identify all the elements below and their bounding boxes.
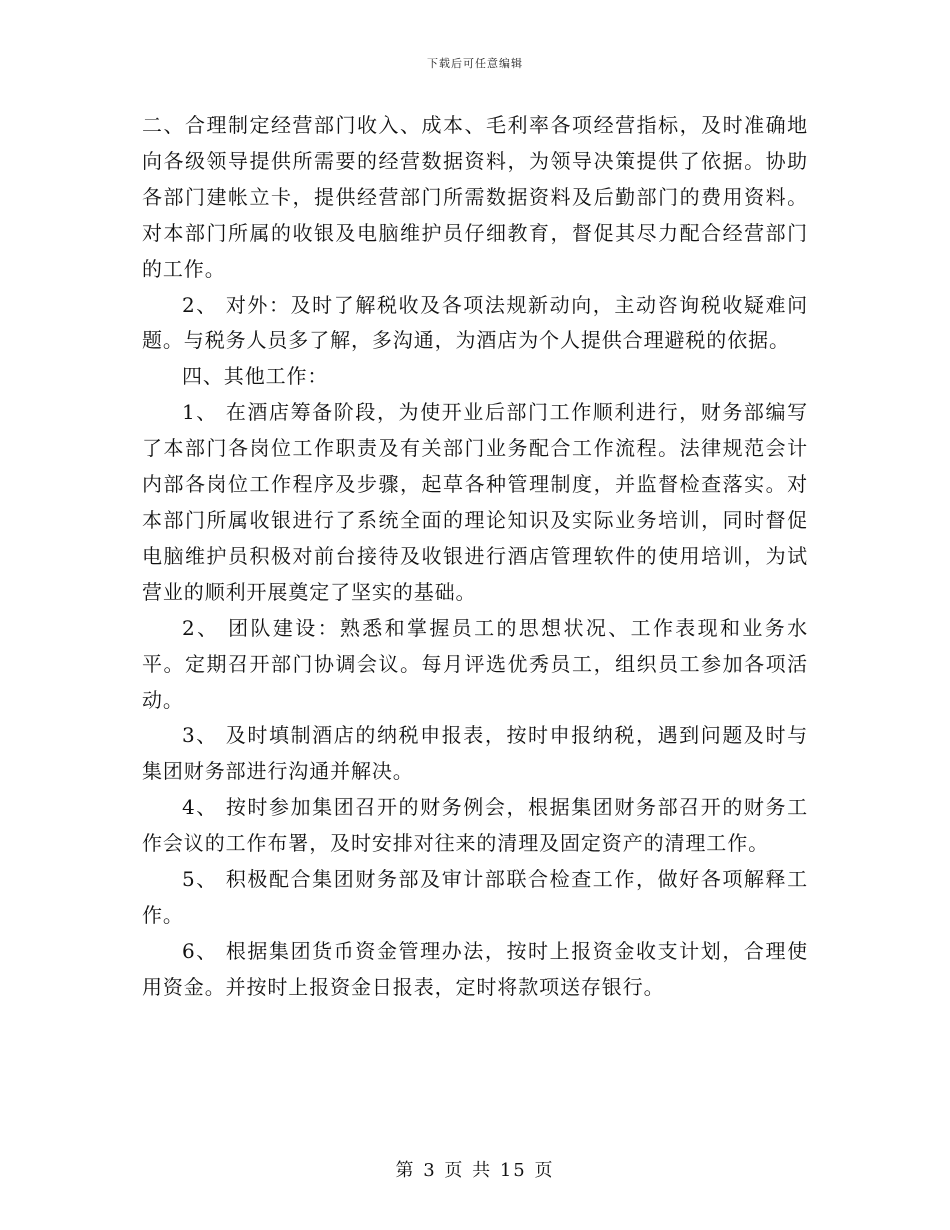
paragraph-section-two: 二、合理制定经营部门收入、成本、毛利率各项经营指标，及时准确地向各级领导提供所需要的经营数据资料，为领导决策提供了依据。协助各部门建帐立卡，提供经营部门所需数据资料及后勤部门的费用资料。对本部门所属的收银及电脑维护员仔细教育，督促其尽力配合经营部门的工作。 xyxy=(142,113,808,281)
paragraph-item-2: 2、 团队建设：熟悉和掌握员工的思想状况、工作表现和业务水平。定期召开部门协调会议。每月评选优秀员工，组织员工参加各项活动。 xyxy=(142,615,808,712)
paragraph-item-6: 6、 根据集团货币资金管理办法，按时上报资金收支计划，合理使用资金。并按时上报资金日报表，定时将款项送存银行。 xyxy=(142,938,808,999)
paragraph-item-1: 1、 在酒店筹备阶段，为使开业后部门工作顺利进行，财务部编写了本部门各岗位工作职责及有关部门业务配合工作流程。法律规范会计内部各岗位工作程序及步骤，起草各种管理制度，并监督检查落实。对本部门所属收银进行了系统全面的理论知识及实际业务培训，同时督促电脑维护员积极对前台接待及收银进行酒店管理软件的使用培训，为试营业的顺利开展奠定了坚实的基础。 xyxy=(142,400,808,604)
document-body xyxy=(142,108,808,1006)
paragraph-external: 2、 对外：及时了解税收及各项法规新动向，主动咨询税收疑难问题。与税务人员多了解，多沟通，为酒店为个人提供合理避税的依据。 xyxy=(142,292,808,353)
paragraph-item-3: 3、 及时填制酒店的纳税申报表，按时申报纳税，遇到问题及时与集团财务部进行沟通并解决。 xyxy=(142,723,808,784)
page-number-footer: 第 3 页 共 15 页 xyxy=(395,1160,555,1181)
paragraph-item-5: 5、 积极配合集团财务部及审计部联合检查工作，做好各项解释工作。 xyxy=(142,867,808,927)
page-header: 下载后可任意编辑 xyxy=(427,57,523,70)
paragraph-item-4: 4、 按时参加集团召开的财务例会，根据集团财务部召开的财务工作会议的工作布署，及时安排对往来的清理及固定资产的清理工作。 xyxy=(142,795,808,856)
section-heading-other-work: 四、其他工作： xyxy=(182,364,329,389)
